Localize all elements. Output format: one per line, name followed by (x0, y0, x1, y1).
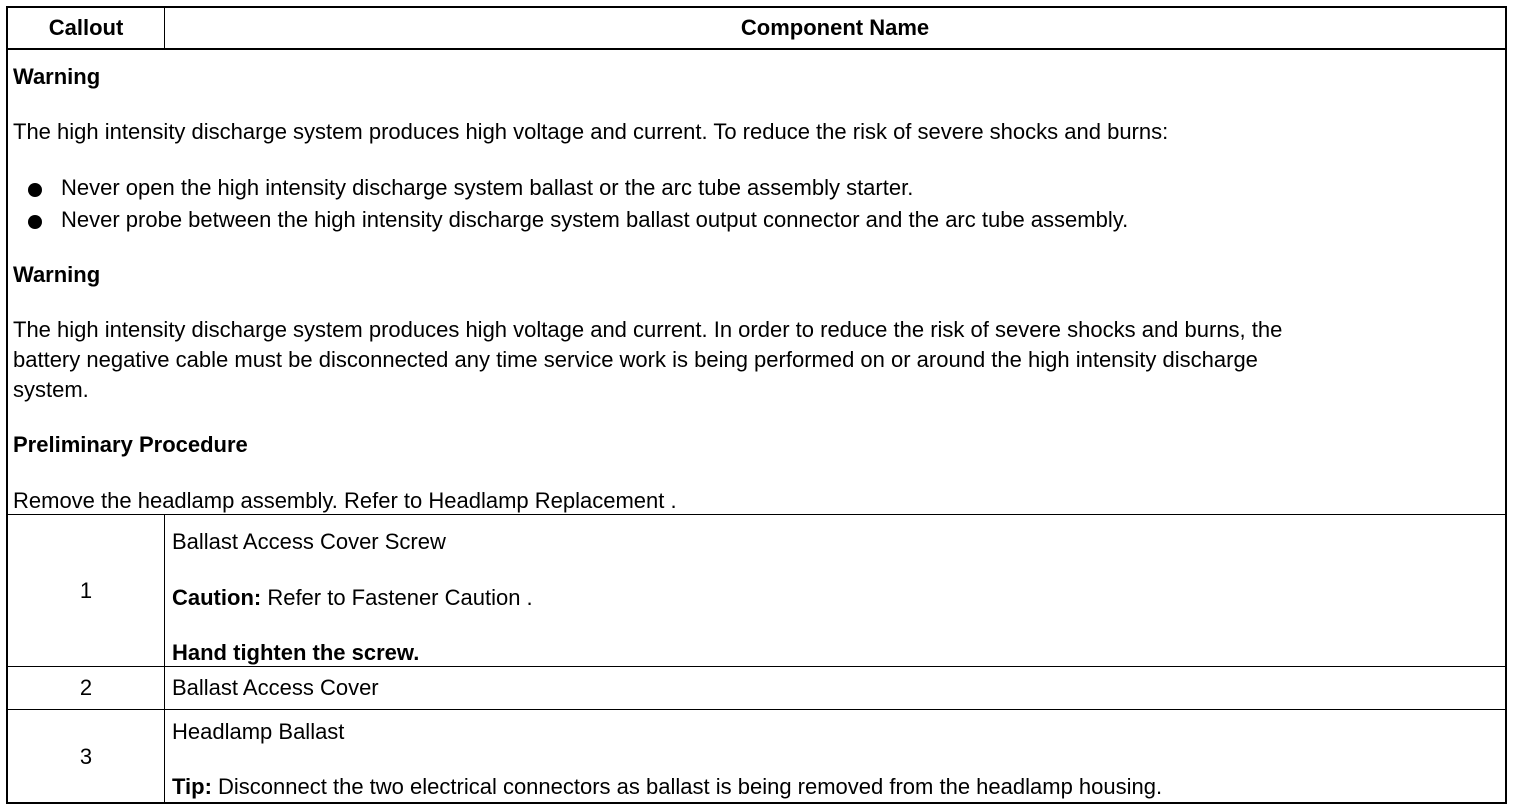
tip-text: Disconnect the two electrical connectors as ballast is being removed from the headlamp housing. (211, 774, 1163, 799)
instruction-text: Hand tighten the screw. (172, 640, 420, 665)
table-header-row (8, 8, 1505, 50)
tip-note (172, 772, 1162, 802)
bullet-icon (28, 183, 42, 197)
warning-2-title: Warning (13, 262, 101, 287)
callout-number: 3 (8, 710, 165, 804)
warning-2-line-3: system. (13, 377, 89, 402)
table-row (8, 710, 1505, 804)
component-name: Ballast Access Cover (172, 675, 379, 700)
caution-text: Refer to Fastener Caution . (261, 585, 533, 610)
warning-2-line-1: The high intensity discharge system produces high voltage and current. In order to reduce the risk of severe shocks and burns, the (13, 317, 1283, 342)
callout-number: 2 (8, 667, 165, 709)
preliminary-procedure-title: Preliminary Procedure (13, 432, 248, 457)
warnings-section (8, 50, 1505, 515)
warning-1-title: Warning (13, 64, 101, 89)
warning-1-text: The high intensity discharge system produces high voltage and current. To reduce the risk of severe shocks and burns: (13, 119, 1169, 144)
component-cell (165, 515, 1505, 666)
preliminary-procedure-text: Remove the headlamp assembly. Refer to Headlamp Replacement . (13, 488, 677, 513)
component-name: Headlamp Ballast (172, 719, 345, 744)
component-cell (165, 667, 1505, 709)
component-name-column-header: Component Name (740, 15, 930, 40)
warning-1-bullet-2: Never probe between the high intensity discharge system ballast output connector and the arc tube assembly. (61, 207, 1129, 232)
procedure-table (6, 6, 1507, 804)
callout-number: 1 (8, 515, 165, 666)
table-row (8, 667, 1505, 710)
component-cell (165, 710, 1505, 804)
warning-2-line-2: battery negative cable must be disconnected any time service work is being performed on or around the high intensity discharge (13, 347, 1258, 372)
bullet-icon (28, 215, 42, 229)
warning-1-bullet-1: Never open the high intensity discharge system ballast or the arc tube assembly starter. (61, 175, 914, 200)
caution-note (172, 583, 533, 613)
tip-label: Tip: (172, 774, 212, 799)
table-row (8, 515, 1505, 667)
component-name: Ballast Access Cover Screw (172, 529, 446, 554)
callout-column-header: Callout (8, 8, 165, 48)
caution-label: Caution: (172, 585, 262, 610)
